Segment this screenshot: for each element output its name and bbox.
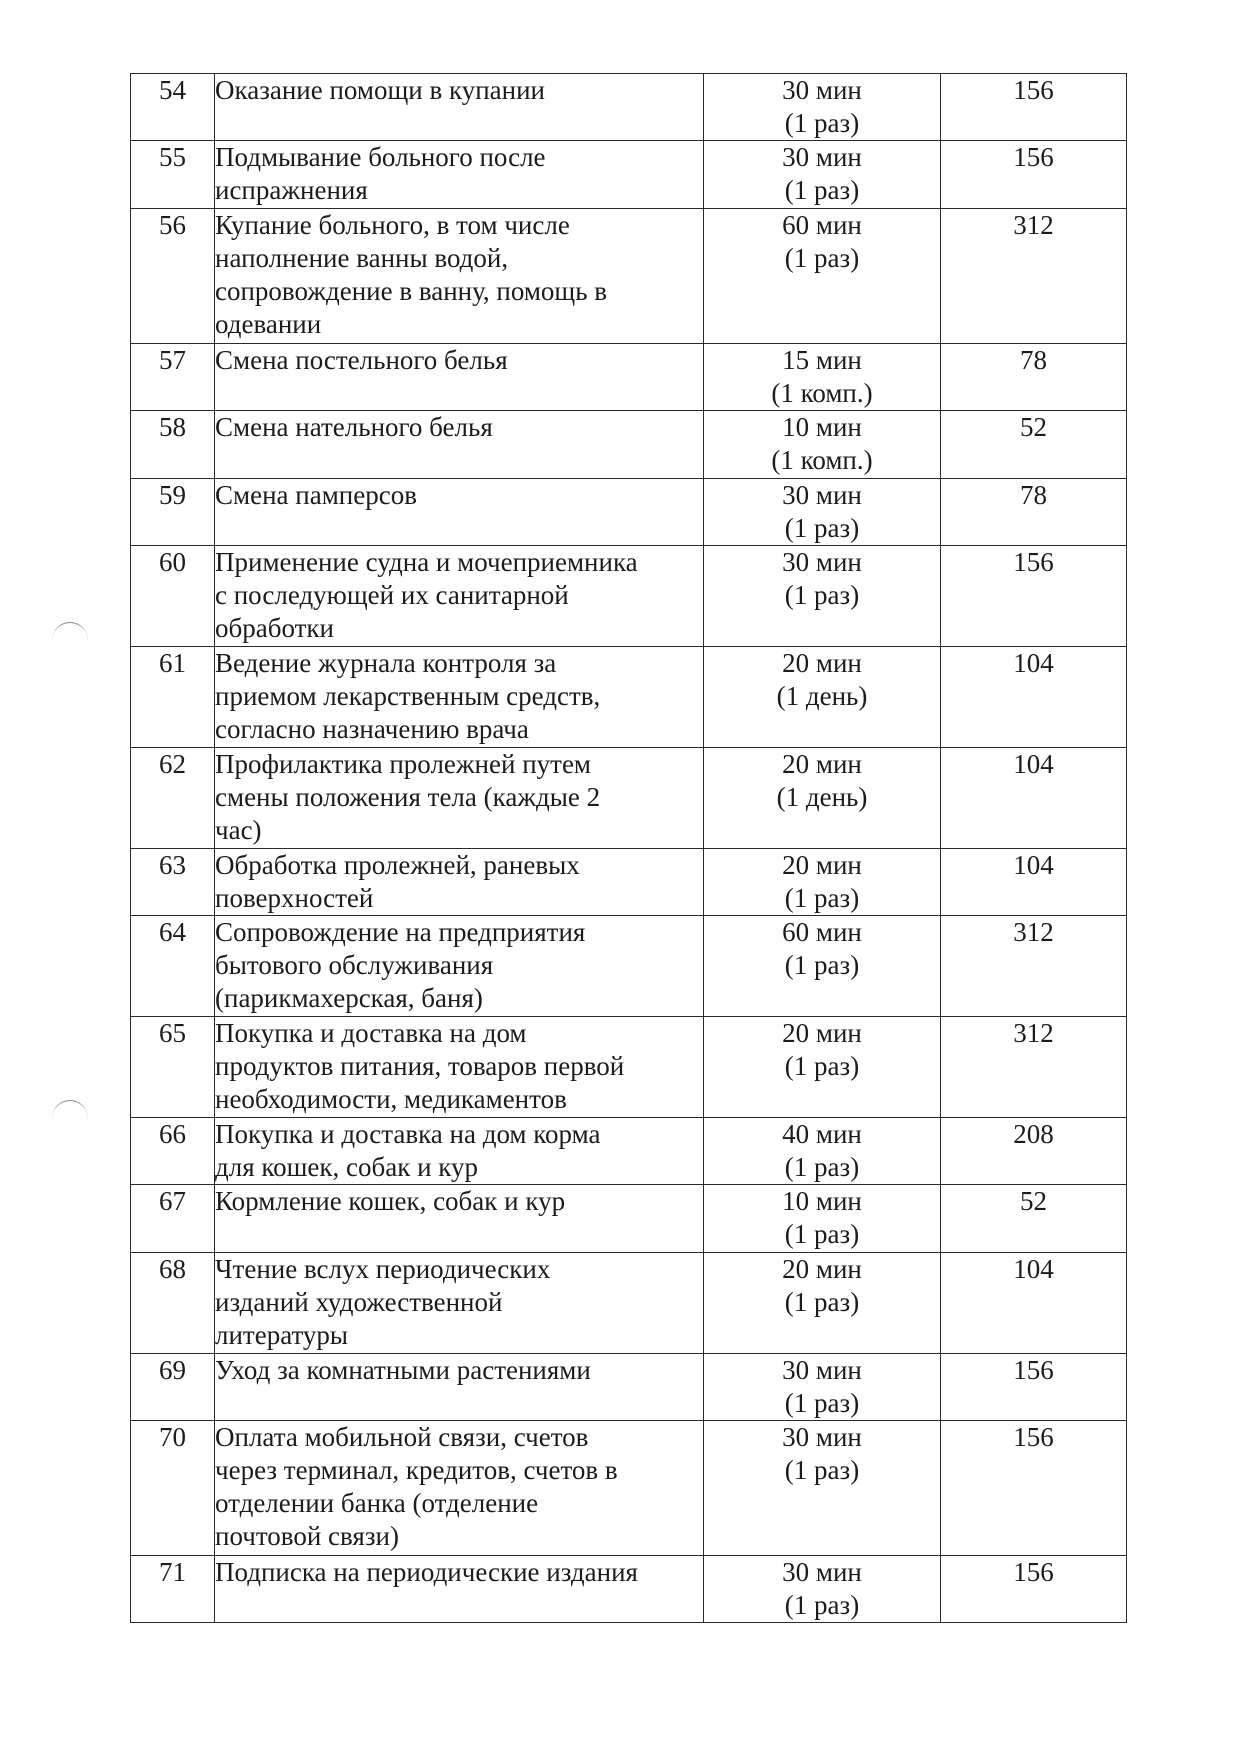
table-row: [131, 74, 1127, 141]
row-number: 65: [131, 1017, 215, 1118]
service-name: [215, 344, 704, 411]
service-name-line: Смена постельного белья: [215, 345, 508, 375]
service-time: [704, 1354, 941, 1421]
service-name-line: Оплата мобильной связи, счетов: [215, 1422, 589, 1452]
service-name: [215, 1017, 704, 1118]
service-name-line: Подписка на периодические издания: [215, 1557, 638, 1587]
row-number: 57: [131, 344, 215, 411]
table-row: [131, 479, 1127, 546]
service-payment: 104: [941, 849, 1127, 916]
service-name-line: обработки: [215, 613, 334, 643]
service-time-line: (1 день): [776, 681, 868, 711]
service-name: [215, 141, 704, 209]
service-payment: 312: [941, 916, 1127, 1017]
service-time-line: 20 мин: [782, 648, 862, 678]
service-time-line: 30 мин: [782, 1557, 862, 1587]
service-name-line: отделении банка (отделение: [215, 1488, 539, 1518]
service-payment: 156: [941, 1421, 1127, 1556]
service-name: [215, 1421, 704, 1556]
service-payment: 156: [941, 1556, 1127, 1623]
service-payment: 78: [941, 344, 1127, 411]
service-name-line: Уход за комнатными растениями: [215, 1355, 591, 1385]
service-time: [704, 1556, 941, 1623]
service-name: [215, 546, 704, 647]
service-name-line: через терминал, кредитов, счетов в: [215, 1455, 618, 1485]
service-name: [215, 479, 704, 546]
service-name: [215, 748, 704, 849]
service-time-line: (1 комп.): [771, 378, 873, 408]
service-time-line: 10 мин: [782, 1186, 862, 1216]
service-time-line: (1 раз): [784, 175, 860, 205]
service-time-line: (1 раз): [784, 1590, 860, 1620]
service-time: [704, 1185, 941, 1253]
service-name: [215, 1253, 704, 1354]
service-payment: 156: [941, 141, 1127, 209]
table-row: [131, 1118, 1127, 1185]
service-time-line: 10 мин: [782, 412, 862, 442]
service-name-line: приемом лекарственным средств,: [215, 681, 601, 711]
service-name-line: Купание больного, в том числе: [215, 210, 570, 240]
service-time: [704, 344, 941, 411]
row-number: 63: [131, 849, 215, 916]
punch-hole-mark-bottom: [52, 1100, 88, 1137]
service-name-line: Оказание помощи в купании: [215, 75, 545, 105]
service-time: [704, 916, 941, 1017]
service-name-line: Кормление кошек, собак и кур: [215, 1186, 566, 1216]
service-name-line: Профилактика пролежней путем: [215, 749, 592, 779]
table-row: [131, 916, 1127, 1017]
table-row: [131, 1017, 1127, 1118]
service-time-line: 30 мин: [782, 142, 862, 172]
service-payment: 104: [941, 647, 1127, 748]
service-time: [704, 849, 941, 916]
service-payment: 156: [941, 546, 1127, 647]
row-number: 56: [131, 209, 215, 344]
service-name-line: с последующей их санитарной: [215, 580, 569, 610]
service-payment: 78: [941, 479, 1127, 546]
row-number: 60: [131, 546, 215, 647]
service-name: [215, 1118, 704, 1185]
service-time-line: (1 раз): [784, 1455, 860, 1485]
service-name-line: Чтение вслух периодических: [215, 1254, 551, 1284]
service-time: [704, 141, 941, 209]
table-row: [131, 1354, 1127, 1421]
table-row: [131, 1185, 1127, 1253]
service-payment: 312: [941, 1017, 1127, 1118]
service-payment: 312: [941, 209, 1127, 344]
service-name-line: для кошек, собак и кур: [215, 1152, 479, 1182]
service-name-line: изданий художественной: [215, 1287, 503, 1317]
service-time-line: (1 раз): [784, 513, 860, 543]
service-name: [215, 74, 704, 141]
row-number: 54: [131, 74, 215, 141]
row-number: 66: [131, 1118, 215, 1185]
row-number: 62: [131, 748, 215, 849]
service-time: [704, 546, 941, 647]
service-name: [215, 411, 704, 479]
row-number: 67: [131, 1185, 215, 1253]
service-name-line: согласно назначению врача: [215, 714, 529, 744]
row-number: 59: [131, 479, 215, 546]
service-time: [704, 209, 941, 344]
row-number: 71: [131, 1556, 215, 1623]
table-row: [131, 849, 1127, 916]
service-name-line: сопровождение в ванну, помощь в: [215, 276, 608, 306]
service-name-line: час): [215, 815, 262, 845]
service-time-line: (1 раз): [784, 883, 860, 913]
service-name-line: Смена памперсов: [215, 480, 417, 510]
punch-hole-mark-top: [52, 622, 88, 659]
service-time-line: (1 раз): [784, 1287, 860, 1317]
services-table: [130, 73, 1127, 1623]
row-number: 70: [131, 1421, 215, 1556]
service-name-line: (парикмахерская, баня): [215, 983, 483, 1013]
service-time: [704, 479, 941, 546]
service-time-line: 60 мин: [782, 917, 862, 947]
service-time-line: 60 мин: [782, 210, 862, 240]
service-name-line: Ведение журнала контроля за: [215, 648, 557, 678]
service-time-line: 30 мин: [782, 547, 862, 577]
service-name-line: бытового обслуживания: [215, 950, 494, 980]
service-name-line: Подмывание больного после: [215, 142, 546, 172]
service-time-line: (1 раз): [784, 950, 860, 980]
service-name-line: Обработка пролежней, раневых: [215, 850, 580, 880]
service-time-line: 20 мин: [782, 1018, 862, 1048]
table-row: [131, 344, 1127, 411]
service-time-line: (1 раз): [784, 1219, 860, 1249]
table-row: [131, 1253, 1127, 1354]
service-time-line: 20 мин: [782, 850, 862, 880]
service-payment: 104: [941, 748, 1127, 849]
service-name-line: одевании: [215, 309, 322, 339]
service-name-line: смены положения тела (каждые 2: [215, 782, 601, 812]
service-time-line: 30 мин: [782, 1355, 862, 1385]
service-name-line: почтовой связи): [215, 1521, 399, 1551]
table-row: [131, 1556, 1127, 1623]
service-name-line: наполнение ванны водой,: [215, 243, 509, 273]
service-name: [215, 1354, 704, 1421]
row-number: 64: [131, 916, 215, 1017]
table-row: [131, 141, 1127, 209]
row-number: 69: [131, 1354, 215, 1421]
service-time-line: (1 раз): [784, 1388, 860, 1418]
service-name-line: продуктов питания, товаров первой: [215, 1051, 625, 1081]
service-time: [704, 647, 941, 748]
service-time-line: 15 мин: [782, 345, 862, 375]
table-row: [131, 647, 1127, 748]
service-time-line: (1 раз): [784, 243, 860, 273]
table-row: [131, 1421, 1127, 1556]
services-table-body: [131, 74, 1127, 1623]
service-time: [704, 748, 941, 849]
service-name: [215, 647, 704, 748]
service-time-line: (1 раз): [784, 580, 860, 610]
service-name: [215, 916, 704, 1017]
service-payment: 104: [941, 1253, 1127, 1354]
service-payment: 208: [941, 1118, 1127, 1185]
service-time: [704, 1017, 941, 1118]
service-time-line: (1 комп.): [771, 445, 873, 475]
service-time-line: 30 мин: [782, 75, 862, 105]
service-name-line: Покупка и доставка на дом: [215, 1018, 527, 1048]
table-row: [131, 748, 1127, 849]
service-name-line: литературы: [215, 1320, 349, 1350]
service-name-line: Применение судна и мочеприемника: [215, 547, 638, 577]
service-name-line: поверхностей: [215, 883, 374, 913]
service-name: [215, 1185, 704, 1253]
table-row: [131, 546, 1127, 647]
service-time-line: (1 раз): [784, 1152, 860, 1182]
row-number: 55: [131, 141, 215, 209]
service-time-line: 30 мин: [782, 1422, 862, 1452]
service-payment: 52: [941, 1185, 1127, 1253]
row-number: 58: [131, 411, 215, 479]
service-time-line: (1 раз): [784, 108, 860, 138]
service-name-line: Покупка и доставка на дом корма: [215, 1119, 601, 1149]
table-row: [131, 209, 1127, 344]
row-number: 68: [131, 1253, 215, 1354]
service-time: [704, 1118, 941, 1185]
service-time-line: 30 мин: [782, 480, 862, 510]
service-time-line: 20 мин: [782, 749, 862, 779]
service-time: [704, 1421, 941, 1556]
service-time: [704, 74, 941, 141]
service-name: [215, 209, 704, 344]
service-name-line: Смена нательного белья: [215, 412, 493, 442]
service-time-line: 40 мин: [782, 1119, 862, 1149]
service-payment: 52: [941, 411, 1127, 479]
service-time-line: (1 раз): [784, 1051, 860, 1081]
service-name-line: Сопровождение на предприятия: [215, 917, 586, 947]
service-payment: 156: [941, 74, 1127, 141]
service-time: [704, 1253, 941, 1354]
service-time-line: (1 день): [776, 782, 868, 812]
service-payment: 156: [941, 1354, 1127, 1421]
row-number: 61: [131, 647, 215, 748]
table-row: [131, 411, 1127, 479]
service-name: [215, 1556, 704, 1623]
service-name: [215, 849, 704, 916]
service-name-line: испражнения: [215, 175, 368, 205]
service-time: [704, 411, 941, 479]
service-name-line: необходимости, медикаментов: [215, 1084, 567, 1114]
service-time-line: 20 мин: [782, 1254, 862, 1284]
